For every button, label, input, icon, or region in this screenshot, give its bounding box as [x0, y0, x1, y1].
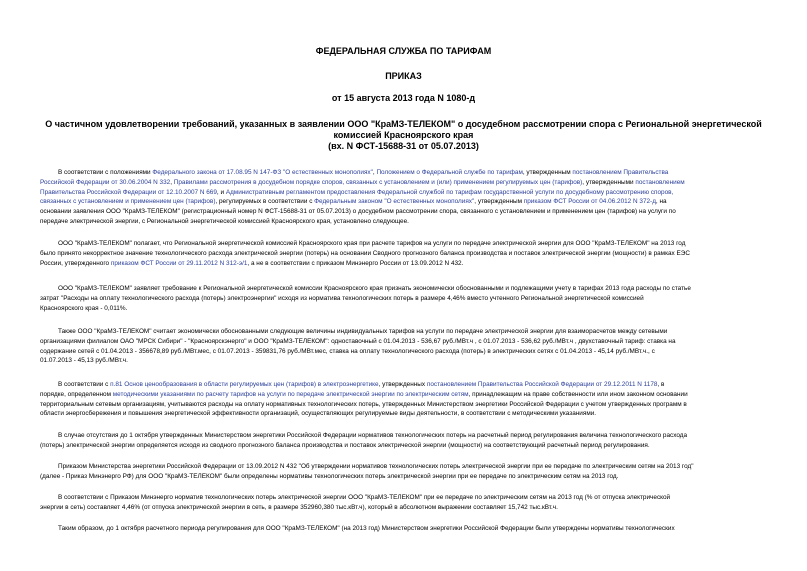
- link-federal-law-monopolies[interactable]: Федеральным законом "О естественных монополиях": [314, 198, 475, 206]
- text: энергии в сеть) составляет 4,46% (от отпуска электрической энергии в сеть, в размере 352960,380 тыс.кВт.ч), который в абсолютном выражении составляет 15,742 тыс.кВт.ч.: [40, 503, 558, 511]
- text: Таким образом, до 1 октября расчетного периода регулирования для ООО "КраМЗ-ТЕЛЕКОМ" (на 2013 год) Министерством энергетики Российской Федерации были утверждены нормативы технологических: [58, 525, 675, 532]
- link-federal-law-147[interactable]: Федерального закона от 17.08.95 N 147-ФЗ "О естественных монополиях": [152, 169, 373, 176]
- document-type: ПРИКАЗ: [385, 71, 422, 81]
- title-line-3: (вх. N ФСТ-15688-31 от 05.07.2013): [328, 141, 479, 151]
- text: В соответствии с: [58, 381, 111, 388]
- text: В соответствии с Приказом Минэнерго норматив технологических потерь электрической энергии ООО "КраМЗ-ТЕЛЕКОМ" при ее передаче по электрическим сетям на 2013 год (% от отпуска электрической: [58, 494, 671, 501]
- text: , утвержденными: [582, 178, 636, 186]
- text: , регулируемых в соответствии с: [215, 198, 315, 206]
- text: 01.07.2013 - 45,13 руб./МВт.ч.: [40, 357, 128, 365]
- text: Также ООО "КраМЗ-ТЕЛЕКОМ" считает экономически обоснованными следующие величины индивидуальных тарифов на услуги по передаче электрической энергии для взаиморасчетов между сетевыми: [58, 328, 668, 335]
- link-fst-order-312[interactable]: приказом ФСТ России от 29.11.2012 N 312-э/1: [110, 259, 248, 267]
- text: порядке, определенном: [40, 390, 113, 398]
- text: содержание сетей с 01.04.2013 - 356678,89 руб./МВт.мес, с 01.07.2013 - 359831,76 руб./МВт.мес, ставка на оплату технологического расхода (потерь) в электрических сетях с 01.04.2013 - 45,14 руб./МВт.ч., с: [40, 347, 655, 355]
- link-government-resolution[interactable]: постановлением Правительства: [572, 169, 669, 176]
- title-line-1: О частичном удовлетворении требований, указанных в заявлении ООО "КраМЗ-ТЕЛЕКОМ" о досудебном рассмотрении спора с Региональной энергетической: [45, 119, 762, 129]
- document-date-number: от 15 августа 2013 года N 1080-д: [331, 93, 476, 103]
- text: Красноярского края - 0,011%.: [40, 304, 128, 312]
- text: , на: [655, 198, 667, 206]
- text: территориальным сетевым организациям, учитываются расходы на оплату нормативных технологических потерь, утвержденных Министерством энергетики Российской Федерации с учетом утвержденных программ в: [40, 400, 687, 408]
- text: России, утвержденного: [40, 259, 111, 267]
- text: В случае отсутствия до 1 октября утвержденных Министерством энергетики Российской Федерации нормативов технологических потерь на расчетный период регулирования величина технологического расхода: [58, 432, 688, 439]
- text: затрат "Расходы на оплату технологического расхода (потерь) электроэнергии" исходя из норматива технологических потерь в размере 4,46% вместо учтенного Региональной энергетической комиссией: [40, 294, 644, 302]
- text: ,: [170, 178, 174, 186]
- paragraph-3: [40, 284, 782, 313]
- title-line-2: комиссией Красноярского края: [333, 130, 474, 140]
- text: , и: [216, 188, 226, 196]
- link-dispute-rules[interactable]: Правилами рассмотрения в досудебном порядке споров, связанных с установлением и (или) применением регулируемых цен (тарифов): [173, 178, 583, 186]
- text: , принадлежащим на праве собственности или ином законном основании: [468, 390, 688, 398]
- document-title: [20, 119, 787, 152]
- link-fst-order-372[interactable]: приказом ФСТ России от 04.06.2012 N 372-д: [523, 198, 656, 206]
- text: , утвержденных: [378, 381, 427, 388]
- text: , в: [657, 381, 665, 388]
- text: ООО "КраМЗ-ТЕЛЕКОМ" заявляет требование к Региональной энергетической комиссии Красноярского края признать экономически обоснованными и подлежащими учету в тарифах 2013 года расходы по статье: [58, 285, 691, 292]
- text: , утвержденным: [474, 198, 524, 206]
- text: , утвержденным: [522, 169, 573, 176]
- text: ,: [372, 169, 377, 176]
- paragraph-9: [40, 524, 782, 534]
- link-admin-regulation[interactable]: Административным регламентом предоставления Федеральной службой по тарифам государственной услуги по досудебному рассмотрению споров,: [225, 188, 674, 196]
- paragraph-4: [40, 327, 782, 366]
- paragraph-2: [40, 239, 782, 268]
- text: (далее - Приказ Минэнерго РФ) для ООО "КраМЗ-ТЕЛЕКОМ" были определены нормативы технологических потерь электрической энергии при ее передаче по электрическим сетям на 2013 год.: [40, 472, 619, 480]
- link-government-669[interactable]: Правительства Российской Федерации от 12.10.2007 N 669: [40, 188, 217, 196]
- text: Приказом Министерства энергетики Российской Федерации от 13.09.2012 N 432 "Об утверждении нормативов технологических потерь электрической энергии при ее передаче по электрическим сетям на 2013 год": [58, 463, 694, 470]
- text: основании заявления ООО "КраМЗ-ТЕЛЕКОМ" (регистрационный номер N ФСТ-15688-31 от 05.07.2013) о досудебном рассмотрении спора, связанного с установлением и применением цен (тарифов) на услуги по: [40, 208, 676, 216]
- agency-name: ФЕДЕРАЛЬНАЯ СЛУЖБА ПО ТАРИФАМ: [315, 46, 492, 56]
- link-government-resolution-332[interactable]: Российской Федерации от 30.06.2004 N 332: [40, 178, 171, 186]
- text: ООО "КраМЗ-ТЕЛЕКОМ" полагает, что Региональной энергетической комиссией Красноярского края при расчете тарифов на услуги по передаче электрической энергии для ООО "КраМЗ-ТЕЛЕКОМ" на 2013 год: [58, 240, 686, 247]
- paragraph-1: [40, 168, 782, 227]
- paragraph-8: [40, 493, 782, 513]
- link-methodical-guidelines[interactable]: методическими указаниями по расчету тарифов на услуги по передаче электрической энергии по электрическим сетям: [112, 390, 469, 398]
- link-admin-regulation-cont[interactable]: связанных с установлением и применением цен (тарифов): [40, 198, 216, 206]
- paragraph-6: [40, 431, 782, 451]
- paragraph-5: [40, 380, 782, 419]
- text: области энергосбережения и повышения энергетической эффективности организаций, осуществляющих регулируемые виды деятельности, в соответствии с методическими указаниями.: [40, 410, 597, 418]
- link-government-1178[interactable]: постановлением Правительства Российской Федерации от 29.12.2011 N 1178: [426, 381, 658, 388]
- link-pricing-basics-p81[interactable]: п.81 Основ ценообразования в области регулируемых цен (тарифов) в электроэнергетике: [110, 381, 379, 388]
- link-resolution[interactable]: постановлением: [635, 178, 685, 186]
- text: было принято некорректное значение технологического расхода электрической энергии (потерь) на основании Сводного прогнозного баланса производства и поставок электрической энергии (мощности) в рамках ЕЭС: [40, 249, 690, 257]
- text: организациями филиалом ОАО "МРСК Сибири" - "Красноярскэнерго" и ООО "КраМЗ-ТЕЛЕКОМ": одноставочный с 01.04.2013 - 536,67 руб./МВт.ч , с 01.07.2013 - 536,62 руб./МВт.ч , двухставочный тариф: ставка на: [40, 337, 676, 345]
- text: передаче электрической энергии, с Региональной энергетической комиссией Красноярского края, установлено следующее.: [40, 217, 409, 225]
- link-fst-regulation[interactable]: Положением о Федеральной службе по тарифам: [376, 169, 523, 176]
- text: (потерь) электрической энергии определяется исходя из сводного прогнозного баланса производства и поставок электрической энергии (мощности) на соответствующий расчетный период регулирования.: [40, 441, 650, 449]
- paragraph-7: [40, 462, 782, 482]
- text: В соответствии с положениями: [58, 169, 153, 176]
- text: , а не в соответствии с приказом Минэнерго России от 13.09.2012 N 432.: [247, 259, 464, 267]
